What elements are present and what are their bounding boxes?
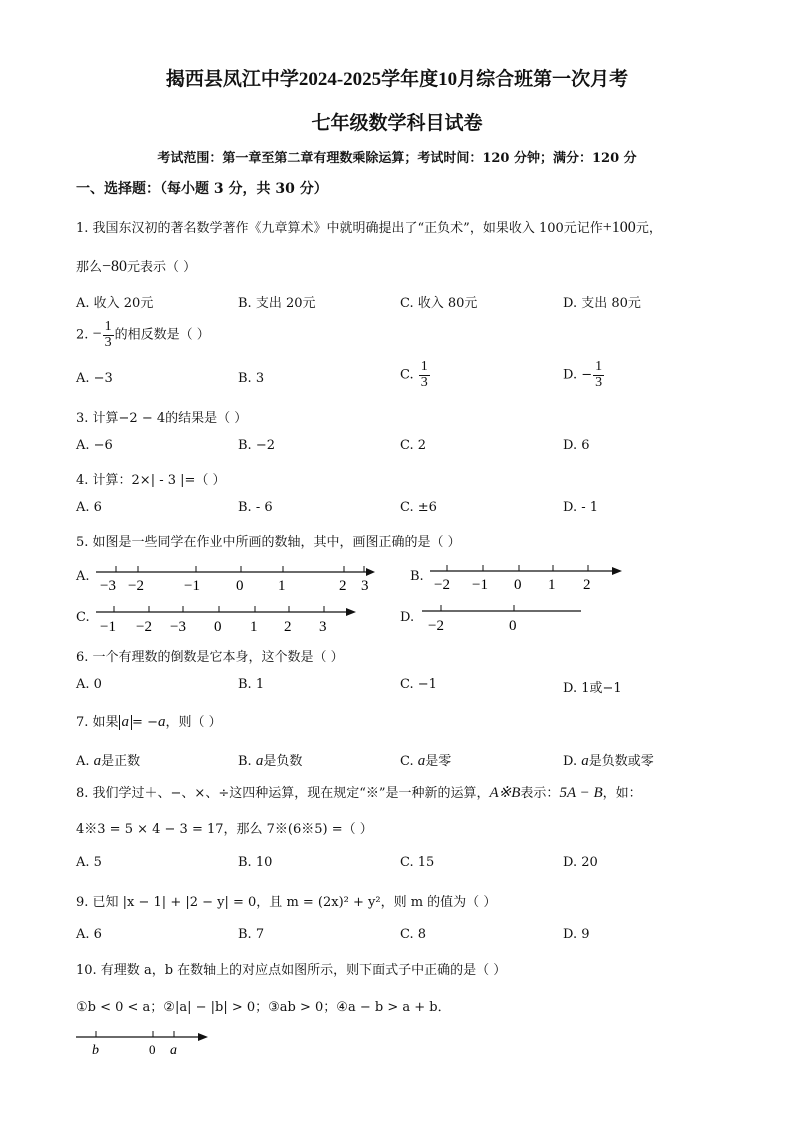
q2-optc-den: 3 — [420, 374, 428, 390]
q8-option-d[interactable]: D. 20 — [563, 855, 598, 870]
q7-opta-label: A. — [76, 754, 90, 769]
q3-option-b[interactable]: B. −2 — [238, 438, 275, 453]
question-9: 9. 已知 |x − 1| + |2 − y| = 0，且 m = (2x)² + y²，则 m 的值为（ ） — [76, 895, 497, 910]
q7-optd-label: D. — [563, 754, 578, 769]
q9-option-d[interactable]: D. 9 — [563, 927, 590, 942]
q8-text2: 表示： — [520, 786, 560, 801]
axis-d-label-0: −2 — [428, 618, 444, 634]
axis-c-label-5: 2 — [284, 619, 292, 635]
axis-a-label-3: 0 — [236, 578, 244, 594]
q2-optd-num: 1 — [595, 359, 603, 374]
q6-option-b[interactable]: B. 1 — [238, 677, 265, 692]
q5-option-c[interactable]: C. — [76, 610, 90, 625]
number-line-b — [430, 565, 622, 593]
q3-option-a[interactable]: A. −6 — [76, 438, 113, 453]
q7-optd-text: 是负数或零 — [588, 754, 654, 769]
q7-optb-text: 是负数 — [263, 754, 303, 769]
exam-subtitle: 七年级数学科目试卷 — [311, 113, 483, 134]
q2-frac-den: 3 — [104, 334, 112, 350]
q7-var: a — [157, 714, 166, 730]
question-5: 5. 如图是一些同学在作业中所画的数轴，其中，画图正确的是（ ） — [76, 535, 461, 550]
question-4: 4. 计算：2×| - 3 |=（ ） — [76, 473, 226, 488]
q2-optd-label: D. − — [563, 367, 593, 383]
q7-abs-var: a — [121, 714, 130, 730]
axis-c-label-4: 1 — [250, 619, 258, 635]
q6-option-d[interactable]: D. 1或−1 — [563, 681, 622, 696]
q8-definition: A※B — [489, 785, 521, 801]
q7-text2: ，则（ ） — [165, 715, 222, 730]
axis-a-label-0: −3 — [100, 578, 116, 594]
q2-text: 的相反数是（ ） — [114, 327, 210, 343]
axis-d-label-1: 0 — [509, 618, 517, 634]
q2-optc-label: C. — [400, 367, 414, 383]
q5-option-a[interactable]: A. — [76, 569, 90, 584]
q3-option-c[interactable]: C. 2 — [400, 438, 427, 453]
q1-option-b[interactable]: B. 支出 20元 — [238, 296, 316, 311]
q7-option-a[interactable] — [76, 750, 140, 770]
q7-option-c[interactable] — [400, 750, 451, 770]
axis-c-label-2: −3 — [170, 619, 186, 635]
q2-number: 2. — [76, 327, 89, 343]
q1-math-plus100: +100 — [602, 219, 636, 236]
q2-option-a[interactable]: A. −3 — [76, 371, 113, 386]
q7-option-d[interactable] — [563, 750, 654, 770]
q7-opta-var: a — [93, 753, 102, 769]
q9-option-b[interactable]: B. 7 — [238, 927, 265, 942]
q1-option-d[interactable]: D. 支出 80元 — [563, 296, 641, 311]
axis-a-label-1: −2 — [128, 578, 144, 594]
q2-option-b[interactable]: B. 3 — [238, 371, 265, 386]
axis-a-label-6: 3 — [361, 578, 369, 594]
number-line-q10 — [76, 1031, 208, 1058]
q7-text: 7. 如果 — [76, 715, 119, 730]
axis-c-label-3: 0 — [214, 619, 222, 635]
q8-option-a[interactable]: A. 5 — [76, 855, 102, 870]
q8-expression: 5A − B — [559, 785, 603, 801]
q10-axis-label-b: b — [92, 1043, 99, 1058]
question-10-line1: 10. 有理数 a，b 在数轴上的对应点如图所示，则下面式子中正确的是（ ） — [76, 963, 507, 978]
q5-option-d[interactable]: D. — [400, 610, 415, 625]
q4-option-c[interactable]: C. ±6 — [400, 500, 437, 515]
question-7 — [76, 711, 222, 731]
section-heading: 一、选择题：（每小题 3 分，共 30 分） — [76, 181, 328, 197]
number-line-a — [96, 566, 375, 594]
axis-a-label-4: 1 — [278, 578, 286, 594]
question-3: 3. 计算−2 − 4的结果是（ ） — [76, 411, 248, 426]
number-line-c — [96, 606, 356, 635]
q7-optc-text: 是零 — [425, 754, 452, 769]
axis-a-label-2: −1 — [184, 578, 200, 594]
q2-frac-num: 1 — [104, 319, 112, 334]
q8-text3: ，如： — [602, 786, 642, 801]
q10-axis-label-a: a — [170, 1043, 177, 1058]
q9-option-a[interactable]: A. 6 — [76, 927, 102, 942]
axis-b-label-0: −2 — [434, 577, 450, 593]
q4-option-d[interactable]: D. - 1 — [563, 500, 599, 515]
question-6: 6. 一个有理数的倒数是它本身，这个数是（ ） — [76, 650, 344, 665]
axis-c-label-6: 3 — [319, 619, 327, 635]
exam-info: 考试范围：第一章至第二章有理数乘除运算；考试时间：120 分钟；满分：120 分 — [157, 151, 637, 166]
axis-b-label-2: 0 — [514, 577, 522, 593]
q1-text3: 那么 — [76, 260, 103, 275]
q6-option-c[interactable]: C. −1 — [400, 677, 437, 692]
q8-text: 8. 我们学过＋、−、×、÷这四种运算，现在规定“※”是一种新的运算， — [76, 786, 490, 801]
q7-optb-label: B. — [238, 754, 252, 769]
q4-option-a[interactable]: A. 6 — [76, 500, 102, 515]
q10-axis-label-0: 0 — [149, 1042, 156, 1057]
axis-b-label-4: 2 — [583, 577, 591, 593]
q6-option-a[interactable]: A. 0 — [76, 677, 102, 692]
q7-optd-var: a — [581, 753, 589, 769]
q2-minus: − — [92, 325, 102, 343]
q7-optb-var: a — [255, 753, 264, 769]
q4-option-b[interactable]: B. - 6 — [238, 500, 273, 515]
q1-math-minus80: −80 — [102, 258, 128, 275]
q7-opta-text: 是正数 — [101, 754, 141, 769]
exam-title: 揭西县凤江中学2024-2025学年度10月综合班第一次月考 — [165, 69, 629, 90]
q7-abs-value — [119, 715, 133, 730]
question-8-line2: 4※3 = 5 × 4 − 3 = 17，那么 7※(6※5) =（ ） — [76, 822, 373, 837]
q7-optc-label: C. — [400, 754, 414, 769]
axis-c-label-0: −1 — [100, 619, 116, 635]
q2-optd-den: 3 — [595, 374, 603, 390]
q7-option-b[interactable] — [238, 750, 302, 770]
q1-text: 1. 我国东汉初的著名数学著作《九章算术》中就明确提出了“正负术”，如果收入 100元记作 — [76, 221, 603, 236]
q8-option-c[interactable]: C. 15 — [400, 855, 435, 870]
axis-c-label-1: −2 — [136, 619, 152, 635]
q1-text4: 元表示（ ） — [127, 260, 197, 275]
question-8-line1 — [76, 782, 642, 802]
q9-option-c[interactable]: C. 8 — [400, 927, 427, 942]
number-line-d — [422, 605, 581, 634]
q3-option-d[interactable]: D. 6 — [563, 438, 590, 453]
q1-option-a[interactable]: A. 收入 20元 — [76, 296, 154, 311]
axis-b-label-3: 1 — [548, 577, 556, 593]
q7-eq: = − — [132, 715, 158, 730]
question-10-line2: ①b < 0 < a；②|a| − |b| > 0；③ab > 0；④a − b > a + b． — [76, 1000, 451, 1015]
q1-text2: 元， — [635, 221, 662, 236]
axis-b-label-1: −1 — [472, 577, 488, 593]
q1-option-c[interactable]: C. 收入 80元 — [400, 296, 478, 311]
q5-option-b[interactable]: B. — [410, 569, 424, 584]
q8-option-b[interactable]: B. 10 — [238, 855, 273, 870]
q7-optc-var: a — [417, 753, 426, 769]
axis-a-label-5: 2 — [339, 578, 347, 594]
q2-optc-num: 1 — [420, 359, 428, 374]
